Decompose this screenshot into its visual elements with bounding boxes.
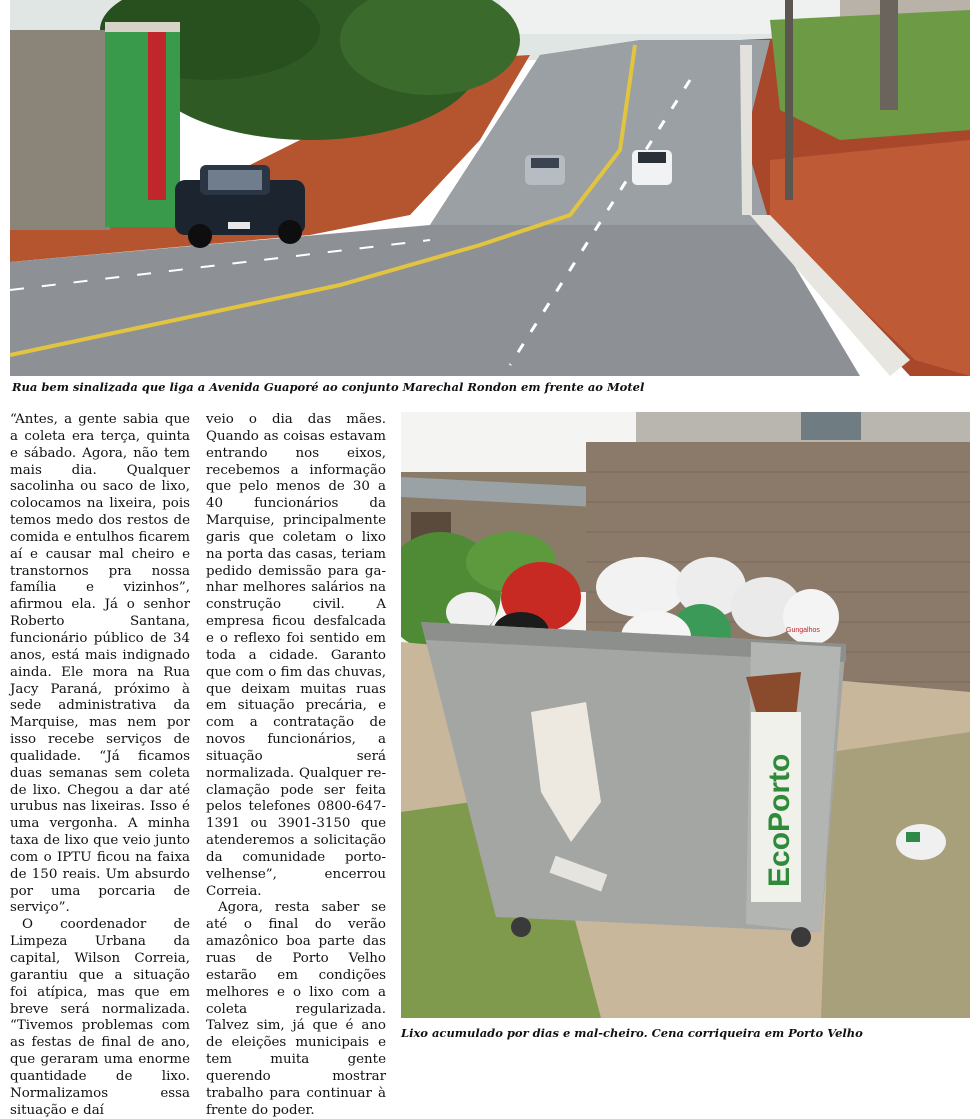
bag-brand: Gungalhos — [786, 627, 820, 634]
paragraph: O coordenador de Limpeza Urbana da capital, Wilson Correia, garantiu que a situação foi atípica, mas que em breve será normalizada. “Tivemos problemas com as festas de final de ano, que geraram uma enorme quantidade de lixo. Normalizamos essa situação e daí — [10, 917, 190, 1118]
paragraph: veio o dia das mães. Quando as coisas estavam entrando nos eixos, recebemos a informação que pelo menos de 30 a 40 funcionários da Marquise, principalmente garis que coletam o lixo na porta das casas, teriam pedido demissão para ganhar melhores salários na construção civil. A empresa ficou desfalcada e o reflexo foi sentido em toda a cidade. Garanto que com o fim das chuvas, que deixam muitas ruas em situação precária, e com a contratação de novos funcionários, a situação será normalizada. Qualquer reclamação pode ser feita pelos telefones 0800-647-1391 ou 3901-3150 que atenderemos a solicitação da comunidade porto-velhense”, encerrou Correia. — [206, 412, 386, 899]
paragraph: Agora, resta saber se até o final do verão amazônico boa parte das ruas de Porto Velho estarão em condições melhores e o lixo com a coleta regularizada. Talvez sim, já que é ano de eleições municipais e tem muita gente querendo mostrar trabalho para continuar à frente do poder. — [206, 900, 386, 1118]
garbage-photo — [401, 412, 970, 1018]
dumpster-brand: EcoPorto — [763, 753, 796, 887]
article-column-2 — [206, 412, 386, 1119]
road-photo — [10, 0, 970, 376]
road-photo-caption: Rua bem sinalizada que liga a Avenida Guaporé ao conjunto Marechal Rondon em frente ao Motel — [12, 380, 645, 394]
garbage-photo-caption: Lixo acumulado por dias e mal-cheiro. Cena corriqueira em Porto Velho — [401, 1026, 863, 1040]
silver-car — [525, 155, 565, 185]
white-car — [632, 150, 672, 185]
paragraph: “Antes, a gente sabia que a coleta era terça, quinta e sábado. Agora, não tem mais dia. Qualquer sacolinha ou saco de lixo, colocamos na lixeira, pois temos medo dos restos de comida e entulhos ficarem aí e causar mal cheiro e transtornos pra nossa família e vizinhos”, afirmou ela. Já o senhor Roberto Santana, funcionário público de 34 anos, está mais indignado ainda. Ele mora na Rua Jacy Paraná, próximo à sede administrativa da Marquise, mas nem por isso recebe serviços de qualidade. “Já ficamos duas semanas sem coleta de lixo. Chegou a dar até urubus nas lixeiras. Isso é uma vergonha. A minha taxa de lixo que veio junto com o IPTU ficou na faixa de 150 reais. Um absurdo por uma porcaria de serviço”. — [10, 412, 190, 916]
article-column-1 — [10, 412, 190, 1119]
